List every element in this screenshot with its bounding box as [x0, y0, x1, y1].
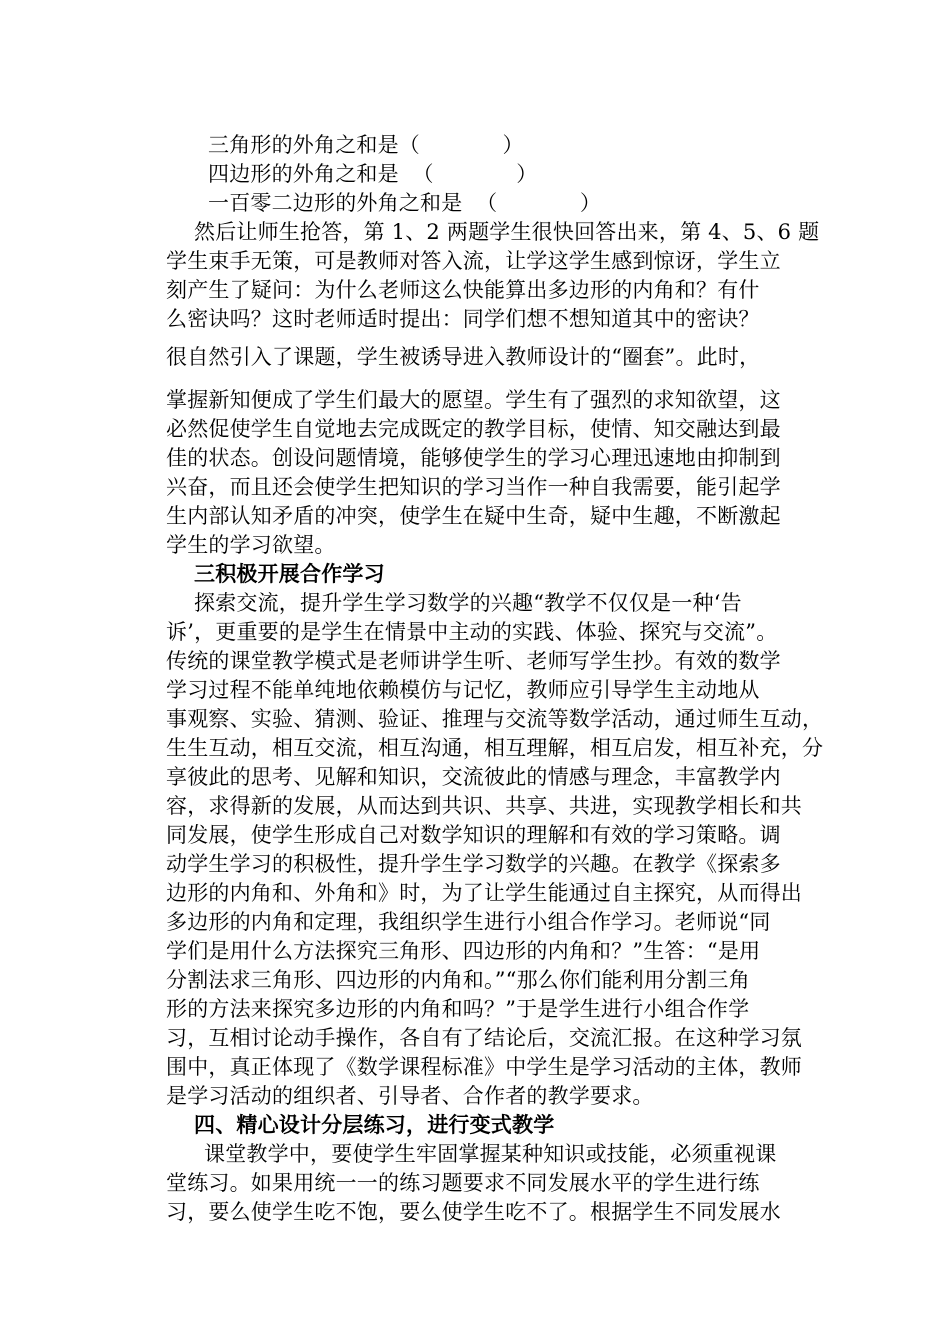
paragraph-line: 学生的学习欲望。 [166, 533, 336, 557]
paragraph-line: 边形的内角和、外角和》时，为了让学生能通过自主探究，从而得出 [166, 881, 802, 905]
section-heading-layered-practice: 四、精心设计分层练习，进行变式教学 [194, 1112, 555, 1137]
paragraph-line: 围中，真正体现了《数学课程标准》中学生是学习活动的主体，教师 [166, 1055, 802, 1079]
paragraph-line: 兴奋，而且还会使学生把知识的学习当作一种自我需要，能引起学 [166, 475, 781, 499]
paragraph-line: 形的方法来探究多边形的内角和吗？”于是学生进行小组合作学 [166, 997, 750, 1021]
paragraph-line: 掌握新知便成了学生们最大的愿望。学生有了强烈的求知欲望，这 [166, 388, 781, 412]
paragraph-line: 传统的课堂教学模式是老师讲学生听、老师写学生抄。有效的数学 [166, 649, 781, 673]
paragraph-line: 诉’，更重要的是学生在情景中主动的实践、体验、探究与交流”。 [166, 620, 778, 644]
paragraph-line: 享彼此的思考、见解和知识，交流彼此的情感与理念，丰富教学内 [166, 765, 781, 789]
paragraph-line: 很自然引入了课题，学生被诱导进入教师设计的“圈套”。此时， [166, 345, 761, 369]
paragraph-line: 是学习活动的组织者、引导者、合作者的教学要求。 [166, 1084, 654, 1108]
paragraph-line: 探索交流，提升学生学习数学的兴趣“教学不仅仅是一种‘告 [194, 591, 742, 615]
paragraph-line: 佳的状态。创设问题情境，能够使学生的学习心理迅速地由抑制到 [166, 446, 781, 470]
paragraph-line: 习，互相讨论动手操作，各自有了结论后，交流汇报。在这种学习氛 [166, 1026, 802, 1050]
paragraph-line: 学们是用什么方法探究三角形、四边形的内角和？”生答：“是用 [166, 939, 761, 963]
paragraph-line: 课堂教学中，要使学生牢固掌握某种知识或技能，必须重视课 [204, 1142, 777, 1166]
exercise-line-triangle: 三角形的外角之和是（ ） [208, 133, 524, 157]
paragraph-line: 必然促使学生自觉地去完成既定的教学目标，使情、知交融达到最 [166, 417, 781, 441]
paragraph-line: 习，要么使学生吃不饱，要么使学生吃不了。根据学生不同发展水 [166, 1200, 781, 1224]
paragraph-line: 动学生学习的积极性，提升学生学习数学的兴趣。在教学《探索多 [166, 852, 781, 876]
paragraph-line: 堂练习。如果用统一一的练习题要求不同发展水平的学生进行练 [166, 1171, 760, 1195]
paragraph-line: 学生束手无策，可是教师对答入流，让学这学生感到惊讶，学生立 [166, 249, 781, 273]
paragraph-line: 事观察、实验、猜测、验证、推理与交流等数学活动，通过师生互动， [166, 707, 824, 731]
paragraph-line: 么密诀吗？这时老师适时提出：同学们想不想知道其中的密诀？ [166, 307, 760, 331]
paragraph-line: 学习过程不能单纯地依赖模仿与记忆，教师应引导学生主动地从 [166, 678, 760, 702]
paragraph-line: 多边形的内角和定理，我组织学生进行小组合作学习。老师说“同 [166, 910, 771, 934]
paragraph-line: 刻产生了疑问：为什么老师这么快能算出多边形的内角和？有什 [166, 278, 760, 302]
exercise-line-102-gon: 一百零二边形的外角之和是 （ ） [208, 191, 602, 215]
paragraph-line: 同发展，使学生形成自己对数学知识的理解和有效的学习策略。调 [166, 823, 781, 847]
paragraph-line: 生生互动，相互交流，相互沟通，相互理解，相互启发，相互补充，分 [166, 736, 824, 760]
paragraph-line: 生内部认知矛盾的冲突，使学生在疑中生奇，疑中生趣，不断激起 [166, 504, 781, 528]
section-heading-cooperative-learning: 三积极开展合作学习 [194, 561, 385, 586]
paragraph-line: 容，求得新的发展，从而达到共识、共享、共进，实现教学相长和共 [166, 794, 802, 818]
exercise-line-quadrilateral: 四边形的外角之和是 （ ） [208, 162, 538, 186]
paragraph-line: 然后让师生抢答，第 1、2 两题学生很快回答出来，第 4、5、6 题 [194, 220, 820, 244]
paragraph-line: 分割法求三角形、四边形的内角和。”“那么你们能利用分割三角 [166, 968, 750, 992]
